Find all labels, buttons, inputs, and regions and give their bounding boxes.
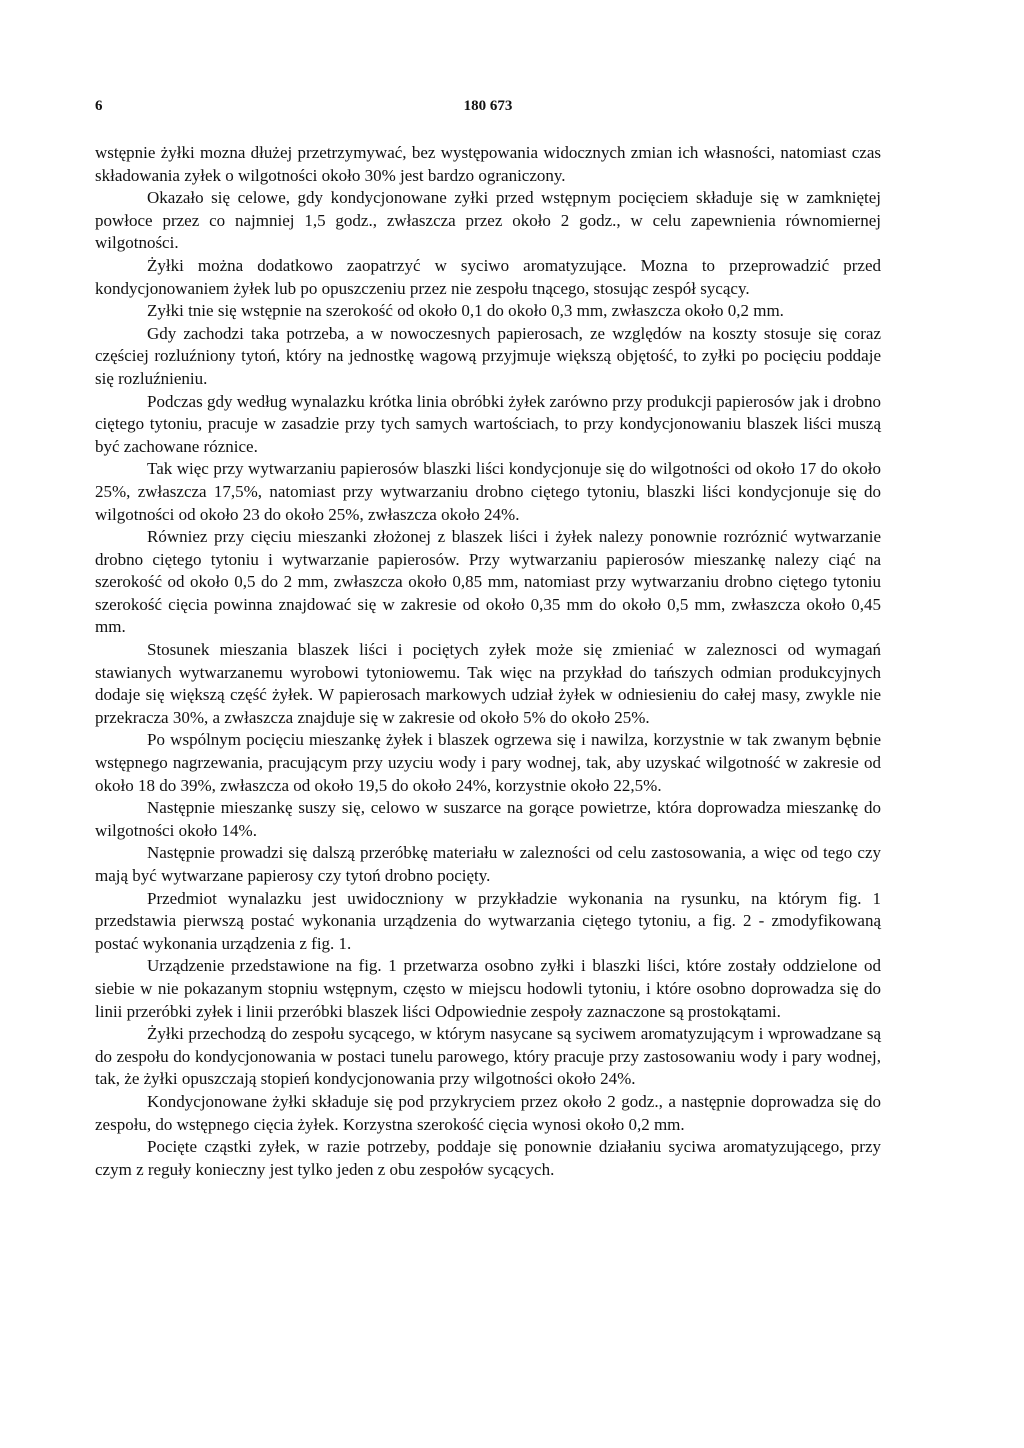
paragraph: Stosunek mieszania blaszek liści i pociętych zyłek może się zmieniać w zaleznosci od wymagań stawianych wytwarzanemu wyrobowi tytoniowemu. Tak więc na przykład do tańszych odmian produkcyjnych dodaje się większą część żyłek. W papierosach markowych udział żyłek w odniesieniu do całej masy, zwykle nie przekracza 30%, a zwłaszcza znajduje się w zakresie od około 5% do około 25%. — [95, 640, 881, 727]
paragraph: Równiez przy cięciu mieszanki złożonej z blaszek liści i żyłek nalezy ponownie rozróznić wytwarzanie drobno ciętego tytoniu i wytwarzanie papierosów. Przy wytwarzaniu papierosów mieszankę nalezy ciąć na szerokość od około 0,5 do 2 mm, zwłaszcza około 0,85 mm, natomiast przy wytwarzaniu drobno ciętego tytoniu szerokość cięcia powinna znajdować się w zakresie od około 0,35 mm do około 0,5 mm, zwłaszcza około 0,45 mm. — [95, 527, 881, 637]
page-header — [95, 98, 881, 120]
body-text — [95, 142, 881, 1181]
paragraph: Następnie mieszankę suszy się, celowo w suszarce na gorące powietrze, która doprowadza mieszankę do wilgotności około 14%. — [95, 798, 881, 840]
paragraph: Tak więc przy wytwarzaniu papierosów blaszki liści kondycjonuje się do wilgotności od około 17 do około 25%, zwłaszcza 17,5%, natomiast przy wytwarzaniu drobno ciętego tytoniu, blaszki liści kondycjonuje się do wilgotności od około 23 do około 25%, zwłaszcza około 24%. — [95, 459, 881, 524]
paragraph: Następnie prowadzi się dalszą przeróbkę materiału w zalezności od celu zastosowania, a więc od tego czy mają być wytwarzane papierosy czy tytoń drobno pocięty. — [95, 843, 881, 885]
paragraph: Zyłki tnie się wstępnie na szerokość od około 0,1 do około 0,3 mm, zwłaszcza około 0,2 mm. — [147, 301, 784, 321]
paragraph: Żyłki przechodzą do zespołu sycącego, w którym nasycane są syciwem aromatyzującym i wprowadzane są do zespołu do kondycjonowania w postaci tunelu parowego, który pracuje przy zastosowaniu wody i pary wodnej, tak, że żyłki opuszczają stopień kondycjonowania przy wilgotności około 24%. — [95, 1024, 881, 1089]
paragraph: Urządzenie przedstawione na fig. 1 przetwarza osobno zyłki i blaszki liści, które zostały oddzielone od siebie w nie pokazanym stopniu wstępnym, często w miejscu hodowli tytoniu, i które osobno doprowadza się do linii przeróbki zyłek i linii przeróbki blaszek liści Odpowiednie zespoły zaznaczone są prostokątami. — [95, 956, 881, 1021]
paragraph: Pocięte cząstki zyłek, w razie potrzeby, poddaje się ponownie działaniu syciwa aromatyzującego, przy czym z reguły konieczny jest tylko jeden z obu zespołów sycących. — [95, 1137, 881, 1179]
paragraph: Po wspólnym pocięciu mieszankę żyłek i blaszek ogrzewa się i nawilza, korzystnie w tak zwanym bębnie wstępnego nagrzewania, pracującym przy uzyciu wody i pary wodnej, tak, aby uzyskać wilgotność w zakresie od około 18 do 39%, zwłaszcza od około 19,5 do około 24%, korzystnie około 22,5%. — [95, 730, 881, 795]
paragraph: Żyłki można dodatkowo zaopatrzyć w syciwo aromatyzujące. Mozna to przeprowadzić przed kondycjonowaniem żyłek lub po opuszczeniu przez nie zespołu tnącego, stosując zespół sycący. — [95, 255, 881, 298]
patent-number: 180 673 — [463, 98, 513, 114]
paragraph: Kondycjonowane żyłki składuje się pod przykryciem przez około 2 godz., a następnie doprowadza się do zespołu, do wstępnego cięcia żyłek. Korzystna szerokość cięcia wynosi około 0,2 mm. — [95, 1091, 881, 1134]
paragraph: wstępnie żyłki mozna dłużej przetrzymywać, bez występowania widocznych zmian ich własności, natomiast czas składowania zyłek o wilgotności około 30% jest bardzo ograniczony. — [95, 143, 881, 185]
page-number: 6 — [95, 98, 103, 114]
paragraph: Przedmiot wynalazku jest uwidoczniony w przykładzie wykonania na rysunku, na którym fig. 1 przedstawia pierwszą postać wykonania urządzenia do wytwarzania ciętego tytoniu, a fig. 2 - zmodyfikowaną postać wykonania urządzenia z fig. 1. — [95, 888, 881, 953]
paragraph: Gdy zachodzi taka potrzeba, a w nowoczesnych papierosach, ze względów na koszty stosuje się coraz częściej rozluźniony tytoń, który na jednostkę wagową przyjmuje większą objętość, to zyłki po pocięciu poddaje się rozluźnieniu. — [95, 323, 881, 388]
paragraph: Okazało się celowe, gdy kondycjonowane zyłki przed wstępnym pocięciem składuje się w zamkniętej powłoce przez co najmniej 1,5 godz., zwłaszcza przez około 2 godz., w celu zapewnienia równomiernej wilgotności. — [95, 188, 881, 253]
paragraph: Podczas gdy według wynalazku krótka linia obróbki żyłek zarówno przy produkcji papierosów jak i drobno ciętego tytoniu, pracuje w zasadzie przy tych samych wartościach, to przy kondycjonowaniu blaszek liści muszą być zachowane róznice. — [95, 391, 881, 456]
